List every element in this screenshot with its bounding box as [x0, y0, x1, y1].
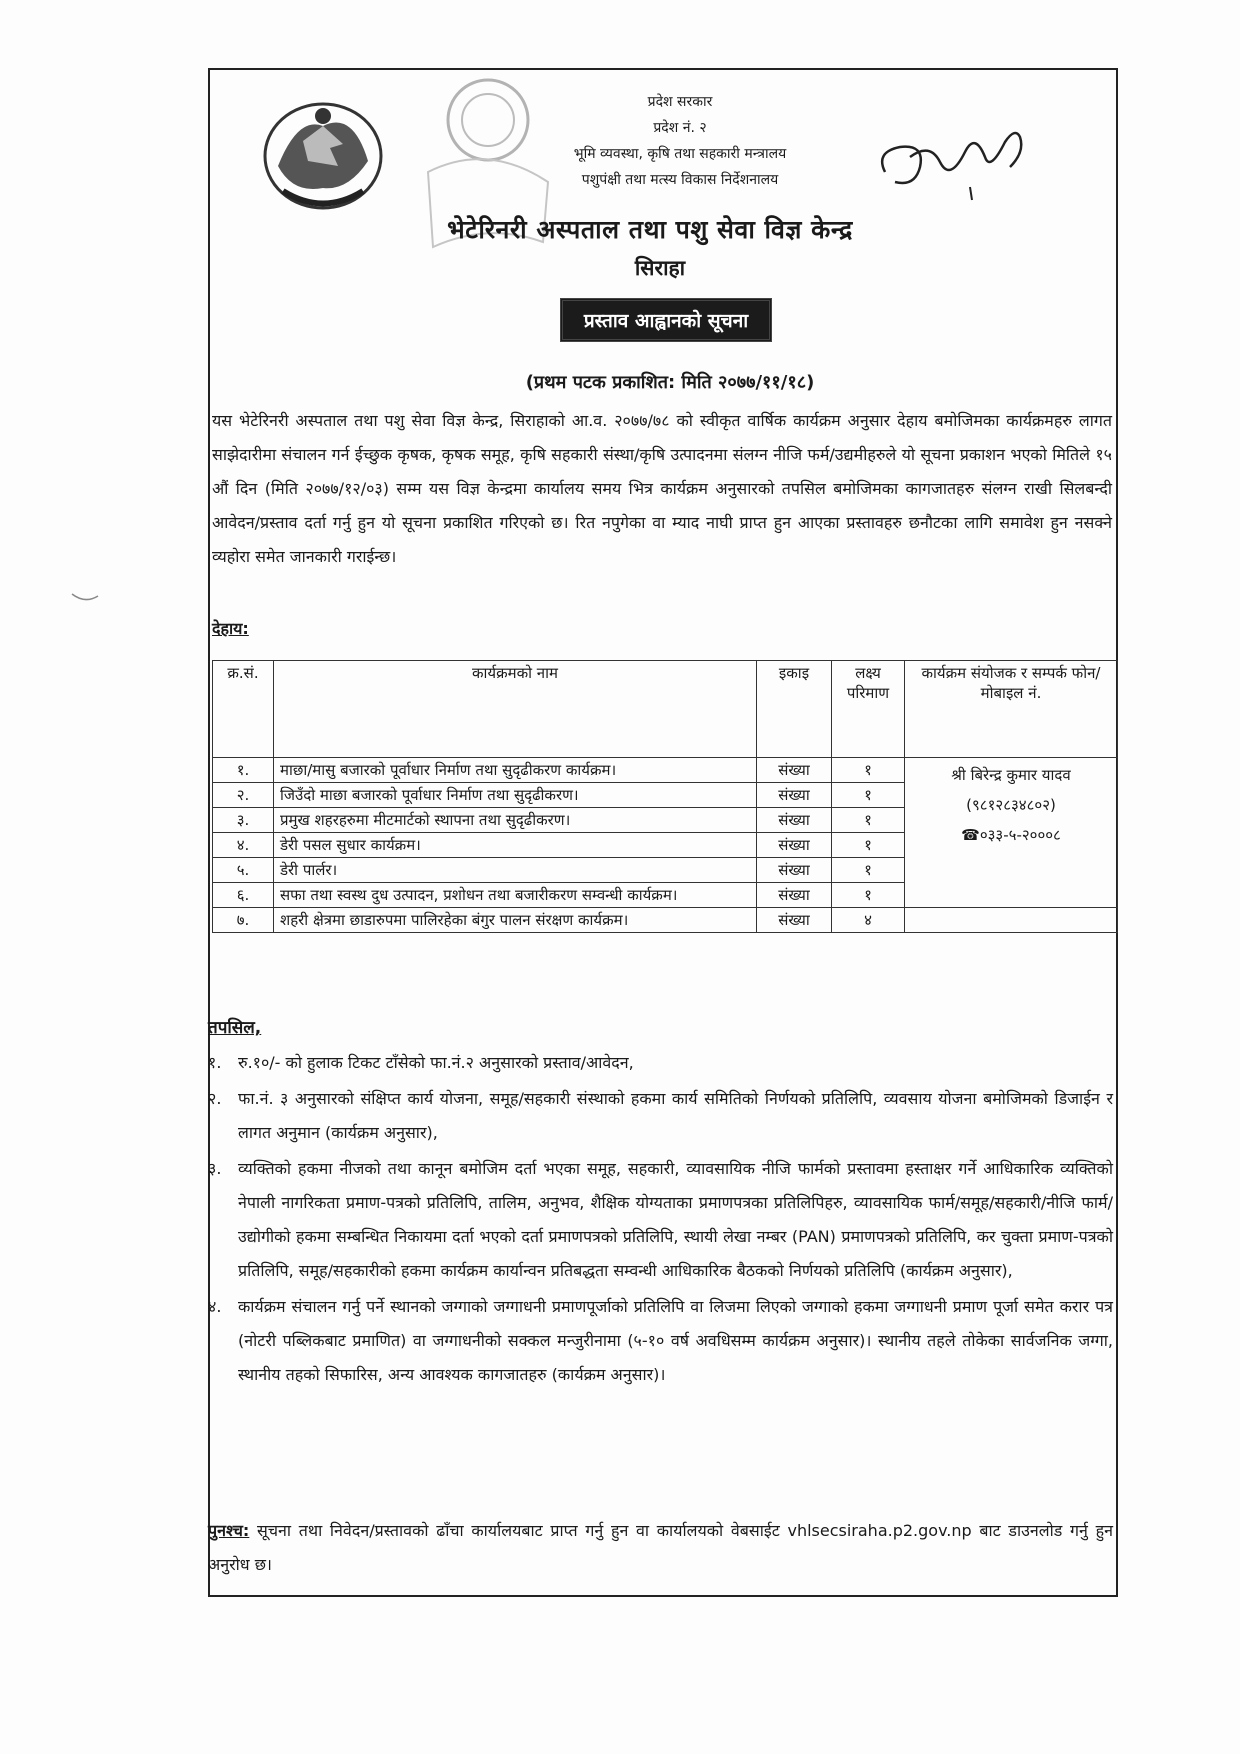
cell-sn: १. [213, 758, 274, 783]
header-line-2: प्रदेश नं. २ [653, 120, 707, 136]
publication-date: (प्रथम पटक प्रकाशित: मिति २०७७/११/१८) [525, 372, 815, 393]
list-item [208, 1046, 1113, 1080]
cell-name: सफा तथा स्वस्थ दुध उत्पादन, प्रशोधन तथा बजारीकरण सम्वन्धी कार्यक्रम। [274, 883, 757, 908]
list-item [208, 1082, 1113, 1150]
cell-name: शहरी क्षेत्रमा छाडारुपमा पालिरहेका बंगुर पालन संरक्षण कार्यक्रम। [274, 908, 757, 933]
cell-qty: १ [832, 783, 905, 808]
cell-qty: ४ [832, 908, 905, 933]
cell-qty: १ [832, 808, 905, 833]
cell-sn: ५. [213, 858, 274, 883]
header-line-4: पशुपंक्षी तथा मत्स्य विकास निर्देशनालय [581, 172, 779, 188]
list-item-number: २. [208, 1089, 222, 1108]
table-header-row [213, 661, 1118, 758]
cell-empty [905, 908, 1118, 933]
cell-sn: ७. [213, 908, 274, 933]
footnote-text: सूचना तथा निवेदन/प्रस्तावको ढाँचा कार्यालयबाट प्राप्त गर्नु हुन वा कार्यालयको वेबसाईट vhlsecsiraha.p2.gov.np बाट डाउनलोड गर्नु हुन अनुरोध छ। [208, 1521, 1113, 1574]
cell-name: माछा/मासु बजारको पूर्वाधार निर्माण तथा सुदृढीकरण कार्यक्रम। [274, 758, 757, 783]
district-name: सिराहा [634, 256, 686, 280]
footnote-label: पुनश्च: [208, 1521, 250, 1540]
footnote [208, 1514, 1113, 1582]
intro-paragraph: यस भेटेरिनरी अस्पताल तथा पशु सेवा विज्ञ केन्द्र, सिराहाको आ.व. २०७७/७८ को स्वीकृत वार्षिक कार्यक्रम अनुसार देहाय बमोजिमका कार्यक्रमहरु लागत साझेदारीमा संचालन गर्न ईच्छुक कृषक, कृषक समूह, कृषि सहकारी संस्था/कृषि उत्पादनमा संलग्न नीजि फर्म/उद्यमीहरुले यो सूचना प्रकाशन भएको मितिले १५ औं दिन (मिति २०७७/१२/०३) सम्म यस विज्ञ केन्द्रमा कार्यालय समय भित्र कार्यक्रम अनुसारको तपसिल बमोजिमका कागजातहरु संलग्न राखी सिलबन्दी आवेदन/प्रस्ताव दर्ता गर्नु हुन यो सूचना प्रकाशित गरिएको छ। रित नपुगेका वा म्याद नाघी प्राप्त हुन आएका प्रस्तावहरु छनौटका लागि समावेश हुन नसक्ने व्यहोरा समेत जानकारी गराईन्छ। [212, 411, 1112, 566]
contact-phone: ☎०३३-५-२०००८ [961, 826, 1061, 844]
list-item-number: १. [208, 1053, 222, 1072]
cell-sn: ६. [213, 883, 274, 908]
header-line-1: प्रदेश सरकार [647, 94, 713, 110]
list-item-text: फा.नं. ३ अनुसारको संक्षिप्त कार्य योजना, समूह/सहकारी संस्थाको हकमा कार्य समितिको निर्णयको प्रतिलिपि, व्यवसाय योजना बमोजिमको डिजाईन र लागत अनुमान (कार्यक्रम अनुसार), [238, 1089, 1113, 1142]
header-name: कार्यक्रमको नाम [274, 661, 757, 758]
header-unit: इकाइ [757, 661, 832, 758]
dehay-label: देहाय: [212, 619, 249, 638]
nepal-emblem-icon [258, 96, 388, 214]
cell-sn: ४. [213, 833, 274, 858]
table-row [213, 758, 1118, 783]
cell-qty: १ [832, 883, 905, 908]
contact-name: श्री बिरेन्द्र कुमार यादव [951, 766, 1071, 784]
cell-unit: संख्या [757, 883, 832, 908]
header-line-3: भूमि व्यवस्था, कृषि तथा सहकारी मन्त्रालय [573, 146, 787, 162]
cell-name: डेरी पार्लर। [274, 858, 757, 883]
list-item-number: ४. [208, 1297, 222, 1316]
tapsil-heading: तपसिल, [208, 1018, 262, 1038]
list-item-text: कार्यक्रम संचालन गर्नु पर्ने स्थानको जग्गाको जग्गाधनी प्रमाणपूर्जाको प्रतिलिपि वा लिजमा लिएको जग्गाको हकमा जग्गाधनी प्रमाण पूर्जा समेत करार पत्र (नोटरी पब्लिकबाट प्रमाणित) वा जग्गाधनीको सक्कल मन्जुरीनामा (५-१० वर्ष अवधिसम्म कार्यक्रम अनुसार)। स्थानीय तहले तोकेका सार्वजनिक जग्गा, स्थानीय तहको सिफारिस, अन्य आवश्यक कागजातहरु (कार्यक्रम अनुसार)। [238, 1297, 1113, 1384]
list-item-text: व्यक्तिको हकमा नीजको तथा कानून बमोजिम दर्ता भएका समूह, सहकारी, व्यावसायिक नीजि फार्मको प्रस्तावमा हस्ताक्षर गर्ने आधिकारिक व्यक्तिको नेपाली नागरिकता प्रमाण-पत्रको प्रतिलिपि, तालिम, अनुभव, शैक्षिक योग्यताका प्रमाणपत्रका प्रतिलिपिहरु, व्यावसायिक फार्म/समूह/सहकारी/नीजि फार्म/उद्योगीको हकमा सम्बन्धित निकायमा दर्ता भएको दर्ता प्रमाणपत्रको प्रतिलिपि, स्थायी लेखा नम्बर (PAN) प्रमाणपत्रको प्रतिलिपि, कर चुक्ता प्रमाण-पत्रको प्रतिलिपि, समूह/सहकारीको हकमा कार्यक्रम कार्यान्वन प्रतिबद्धता सम्वन्धी आधिकारिक बैठकको निर्णयको प्रतिलिपि (कार्यक्रम अनुसार), [238, 1159, 1113, 1280]
cell-unit: संख्या [757, 783, 832, 808]
cell-name: डेरी पसल सुधार कार्यक्रम। [274, 833, 757, 858]
cell-unit: संख्या [757, 808, 832, 833]
contact-cell [905, 758, 1118, 908]
header-contact: कार्यक्रम संयोजक र सम्पर्क फोन/मोबाइल नं. [905, 661, 1118, 758]
cell-qty: १ [832, 858, 905, 883]
margin-mark-icon [70, 590, 100, 604]
list-item [208, 1152, 1113, 1288]
cell-name: प्रमुख शहरहरुमा मीटमार्टको स्थापना तथा सुदृढीकरण। [274, 808, 757, 833]
office-title: भेटेरिनरी अस्पताल तथा पशु सेवा विज्ञ केन्द्र [447, 215, 853, 244]
program-table [212, 660, 1118, 933]
cell-unit: संख्या [757, 858, 832, 883]
signature-icon [870, 112, 1040, 207]
cell-unit: संख्या [757, 908, 832, 933]
tapsil-list [208, 1046, 1113, 1394]
cell-sn: ३. [213, 808, 274, 833]
list-item [208, 1290, 1113, 1392]
contact-mobile: (९८१२८३४८०२) [966, 796, 1056, 814]
header-qty: लक्ष्य परिमाण [832, 661, 905, 758]
cell-qty: १ [832, 833, 905, 858]
table-row [213, 908, 1118, 933]
cell-unit: संख्या [757, 758, 832, 783]
notice-title-badge: प्रस्ताव आह्वानको सूचना [560, 298, 772, 342]
cell-qty: १ [832, 758, 905, 783]
header-sn: क्र.सं. [213, 661, 274, 758]
list-item-text: रु.१०/- को हुलाक टिकट टाँसेको फा.नं.२ अनुसारको प्रस्ताव/आवेदन, [238, 1053, 634, 1072]
cell-sn: २. [213, 783, 274, 808]
cell-unit: संख्या [757, 833, 832, 858]
cell-name: जिउँदो माछा बजारको पूर्वाधार निर्माण तथा सुदृढीकरण। [274, 783, 757, 808]
list-item-number: ३. [208, 1159, 222, 1178]
